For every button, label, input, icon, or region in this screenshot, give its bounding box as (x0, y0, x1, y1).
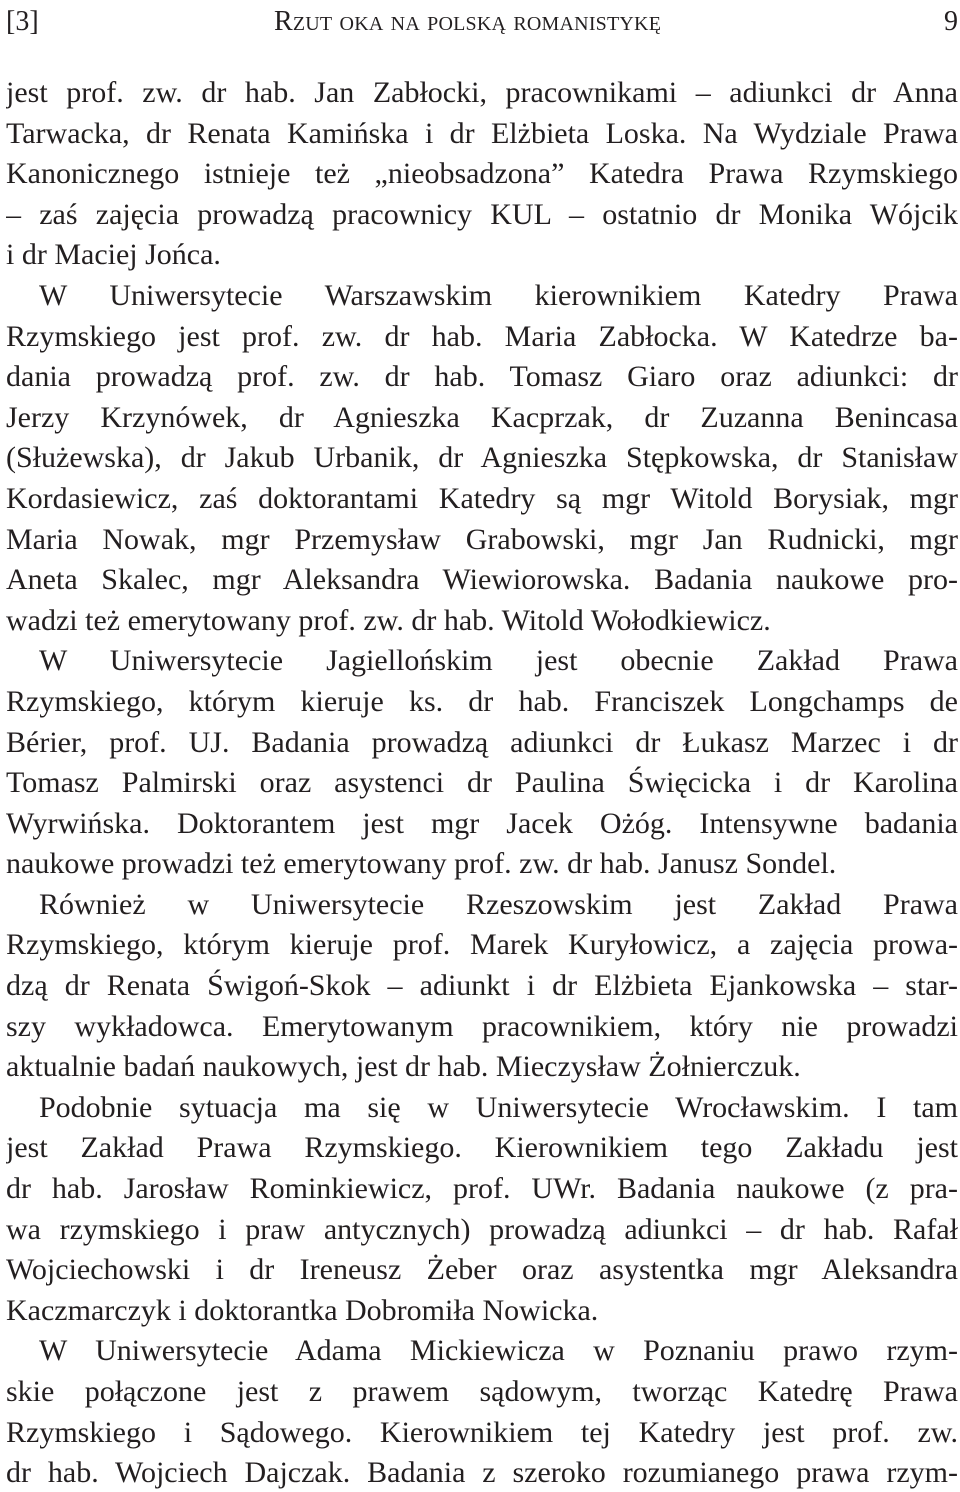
text-line: Rzymskiego, którym kieruje ks. dr hab. Franciszek Longchamps de (6, 684, 958, 718)
text-line: Wojciechowski i dr Ireneusz Żeber oraz asystentka mgr Aleksandra (6, 1253, 958, 1287)
text-line: W Uniwersytecie Warszawskim kierownikiem Katedry Prawa (39, 278, 958, 312)
text-line: Maria Nowak, mgr Przemysław Grabowski, mgr Jan Rudnicki, mgr (6, 522, 958, 556)
text-line: Kordasiewicz, zaś doktorantami Katedry są mgr Witold Borysiak, mgr (6, 481, 958, 515)
text-line: Aneta Skalec, mgr Aleksandra Wiewiorowska. Badania naukowe pro- (6, 563, 958, 597)
text-line: Kanonicznego istnieje też „nieobsadzona” Katedra Prawa Rzymskiego (6, 157, 958, 191)
text-line: aktualnie badań naukowych, jest dr hab. Mieczysław Żołnierczuk. (6, 1050, 801, 1084)
page-number: 9 (944, 6, 958, 37)
text-line: Rzymskiego i Sądowego. Kierownikiem tej Katedry jest prof. zw. (6, 1415, 958, 1449)
running-head (6, 0, 958, 44)
text-line: W Uniwersytecie Jagiellońskim jest obecnie Zakład Prawa (39, 644, 958, 678)
text-line: dr hab. Wojciech Dajczak. Badania z szeroko rozumianego prawa rzym- (6, 1456, 958, 1490)
text-line: Wyrwińska. Doktorantem jest mgr Jacek Ożóg. Intensywne badania (6, 806, 958, 840)
document-page (6, 0, 958, 1492)
text-line: wadzi też emerytowany prof. zw. dr hab. Witold Wołodkiewicz. (6, 603, 771, 637)
text-line: W Uniwersytecie Adama Mickiewicza w Poznaniu prawo rzym- (39, 1334, 958, 1368)
text-line: dzą dr Renata Świgoń-Skok – adiunkt i dr Elżbieta Ejankowska – star- (6, 969, 958, 1003)
text-line: dania prowadzą prof. zw. dr hab. Tomasz Giaro oraz adiunkci: dr (6, 360, 958, 394)
text-line: jest Zakład Prawa Rzymskiego. Kierownikiem tego Zakładu jest (6, 1131, 958, 1165)
text-line: szy wykładowca. Emerytowanym pracownikiem, który nie prowadzi (6, 1009, 958, 1043)
text-line: Podobnie sytuacja ma się w Uniwersytecie Wrocławskim. I tam (39, 1090, 958, 1124)
text-line: (Służewska), dr Jakub Urbanik, dr Agnieszka Stępkowska, dr Stanisław (6, 441, 958, 475)
text-line: – zaś zajęcia prowadzą pracownicy KUL – ostatnio dr Monika Wójcik (6, 197, 958, 231)
text-line: naukowe prowadzi też emerytowany prof. zw. dr hab. Janusz Sondel. (6, 847, 837, 881)
section-reference: [3] (6, 6, 39, 37)
text-line: Rzymskiego jest prof. zw. dr hab. Maria Zabłocka. W Katedrze ba- (6, 319, 958, 353)
body-text (6, 73, 958, 1492)
text-line: Kaczmarczyk i doktorantka Dobromiła Nowicka. (6, 1293, 599, 1327)
text-line: dr hab. Jarosław Rominkiewicz, prof. UWr. Badania naukowe (z pra- (6, 1172, 958, 1206)
text-line: jest prof. zw. dr hab. Jan Zabłocki, pracownikami – adiunkci dr Anna (6, 76, 958, 109)
text-line: Bérier, prof. UJ. Badania prowadzą adiunkci dr Łukasz Marzec i dr (6, 725, 958, 759)
text-line: Również w Uniwersytecie Rzeszowskim jest Zakład Prawa (39, 887, 958, 921)
text-line: wa rzymskiego i praw antycznych) prowadzą adiunkci – dr hab. Rafał (6, 1212, 958, 1246)
text-line: i dr Maciej Jońca. (6, 238, 221, 272)
text-line: Jerzy Krzynówek, dr Agnieszka Kacprzak, dr Zuzanna Benincasa (6, 400, 958, 434)
running-title: Rzut oka na polską romanistykę (274, 6, 662, 37)
text-line: skie połączone jest z prawem sądowym, tworząc Katedrę Prawa (6, 1375, 958, 1408)
text-line: Rzymskiego, którym kieruje prof. Marek Kuryłowicz, a zajęcia prowa- (6, 928, 958, 962)
text-line: Tarwacka, dr Renata Kamińska i dr Elżbieta Loska. Na Wydziale Prawa (6, 116, 958, 150)
text-line: Tomasz Palmirski oraz asystenci dr Paulina Święcicka i dr Karolina (6, 766, 958, 800)
